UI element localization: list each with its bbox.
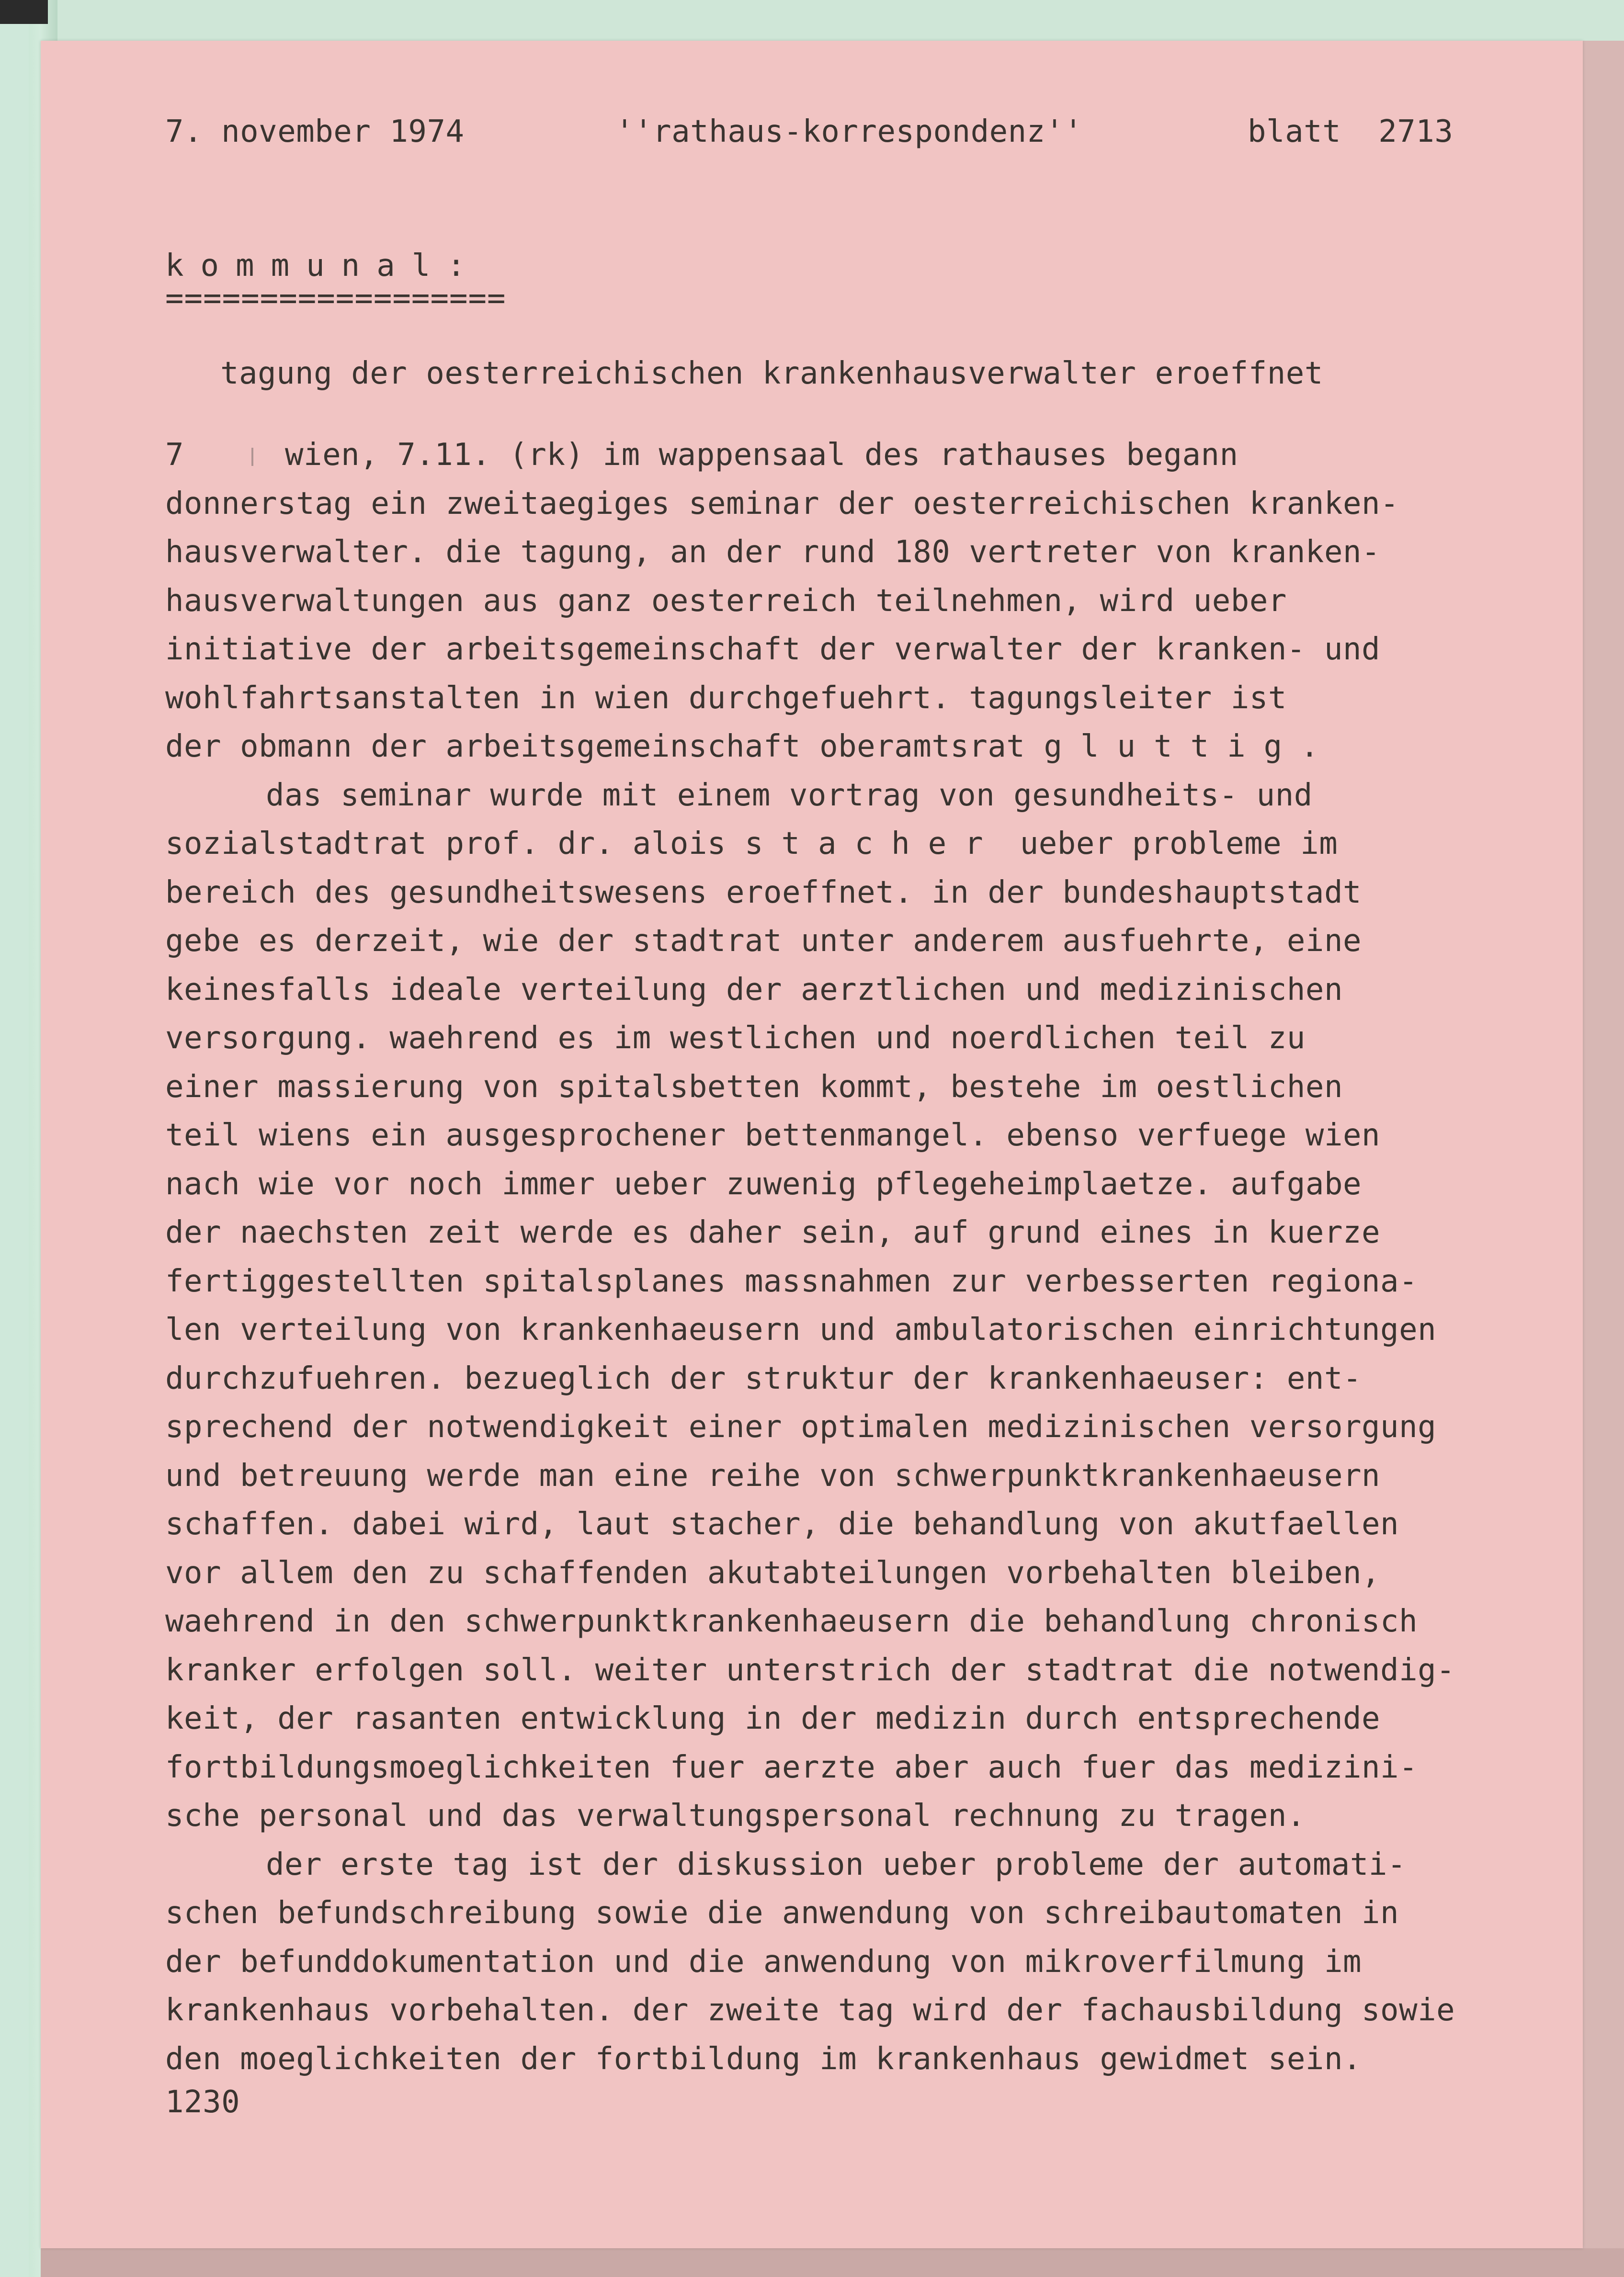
body-line <box>165 1986 1554 2035</box>
body-line-text: wien, 7.11. (rk) im wappensaal des rathauses begann <box>285 437 1238 473</box>
body-line <box>165 1355 1554 1404</box>
body-line-text: den moeglichkeiten der fortbildung im krankenhaus gewidmet sein. <box>165 2041 1362 2077</box>
body-line-text: versorgung. waehrend es im westlichen und noerdlichen teil zu <box>165 1020 1306 1056</box>
page-stack-edge-right <box>1583 41 1624 2277</box>
body-line-text: schaffen. dabei wird, laut stacher, die behandlung von akutfaellen <box>165 1507 1399 1542</box>
article-headline: tagung der oesterreichischen krankenhausverwalter eroeffnet <box>220 356 1323 391</box>
spaced-name: stacher <box>744 826 1001 861</box>
body-line <box>165 480 1554 529</box>
body-line-text: keinesfalls ideale verteilung der aerztlichen und medizinischen <box>165 972 1343 1008</box>
body-line <box>165 1306 1554 1355</box>
body-line-text: sche personal und das verwaltungspersonal rechnung zu tragen. <box>165 1798 1306 1834</box>
body-line-text: hausverwaltungen aus ganz oesterreich teilnehmen, wird ueber <box>165 583 1287 619</box>
body-line-text: der naechsten zeit werde es daher sein, auf grund eines in kuerze <box>165 1215 1381 1250</box>
body-line-text: initiative der arbeitsgemeinschaft der verwalter der kranken- und <box>165 632 1381 667</box>
body-line <box>165 1938 1554 1987</box>
body-line <box>165 1646 1554 1695</box>
body-line <box>165 625 1554 674</box>
section-underline: ================== <box>165 281 506 316</box>
body-line <box>165 1257 1554 1306</box>
body-line-text: vor allem den zu schaffenden akutabteilungen vorbehalten bleiben, <box>165 1555 1381 1591</box>
body-line <box>165 2035 1554 2084</box>
body-line-text: bereich des gesundheitswesens eroeffnet. in der bundeshauptstadt <box>165 874 1362 910</box>
body-line-text: donnerstag ein zweitaegiges seminar der oesterreichischen kranken- <box>165 486 1399 521</box>
body-line <box>165 1500 1554 1549</box>
body-line <box>165 577 1554 626</box>
body-line-text: und betreuung werde man eine reihe von schwerpunktkrankenhaeusern <box>165 1458 1381 1494</box>
body-line-text: einer massierung von spitalsbetten kommt, bestehe im oestlichen <box>165 1069 1343 1105</box>
body-line-text: hausverwalter. die tagung, an der rund 180 vertreter von kranken- <box>165 534 1381 570</box>
body-line-text-after: ueber probleme im <box>1001 826 1338 861</box>
body-line-text: wohlfahrtsanstalten in wien durchgefuehrt. tagungsleiter ist <box>165 680 1287 716</box>
header-publication-title: ''rathaus-korrespondenz'' <box>615 114 1083 149</box>
body-line <box>165 1549 1554 1598</box>
body-line-text: krankenhaus vorbehalten. der zweite tag wird der fachausbildung sowie <box>165 1993 1455 2028</box>
body-line-text: teil wiens ein ausgesprochener bettenmangel. ebenso verfuege wien <box>165 1118 1381 1153</box>
body-line <box>165 1063 1554 1112</box>
body-line-text: waehrend in den schwerpunktkrankenhaeusern die behandlung chronisch <box>165 1604 1418 1639</box>
body-line <box>165 1889 1554 1938</box>
body-line <box>165 674 1554 723</box>
page-stack-edge-bottom <box>41 2248 1624 2277</box>
body-line <box>165 820 1554 869</box>
body-line <box>165 1792 1554 1841</box>
body-line <box>165 966 1554 1015</box>
body-line <box>165 869 1554 918</box>
body-line <box>165 1403 1554 1452</box>
body-line <box>165 1597 1554 1646</box>
body-line-text: gebe es derzeit, wie der stadtrat unter anderem ausfuehrte, eine <box>165 923 1362 959</box>
body-line-text: durchzufuehren. bezueglich der struktur der krankenhaeuser: ent- <box>165 1360 1362 1396</box>
body-line <box>165 1111 1554 1160</box>
article-body <box>165 431 1554 2084</box>
body-line <box>165 723 1554 771</box>
body-line <box>165 771 1554 820</box>
body-line-text: fortbildungsmoeglichkeiten fuer aerzte aber auch fuer das medizini- <box>165 1749 1418 1785</box>
binding-corner <box>0 0 48 24</box>
body-line-text: der erste tag ist der diskussion ueber probleme der automati- <box>266 1847 1406 1882</box>
footer-number: 1230 <box>165 2084 240 2120</box>
header-date: 7. november 1974 <box>165 114 465 149</box>
body-line-text: das seminar wurde mit einem vortrag von gesundheits- und <box>266 777 1313 813</box>
body-line <box>165 1160 1554 1209</box>
body-line-text: der befunddokumentation und die anwendung von mikroverfilmung im <box>165 1944 1362 1980</box>
body-line-text: fertiggestellten spitalsplanes massnahmen zur verbesserten regiona- <box>165 1263 1418 1299</box>
body-line <box>165 1744 1554 1792</box>
body-line-text: nach wie vor noch immer ueber zuwenig pflegeheimplaetze. aufgabe <box>165 1166 1362 1202</box>
body-line-text: keit, der rasanten entwicklung in der medizin durch entsprechende <box>165 1701 1381 1736</box>
body-line-text: der obmann der arbeitsgemeinschaft oberamtsrat <box>165 729 1044 764</box>
header-sheet-number: blatt 2713 <box>1248 114 1454 149</box>
section-label: kommunal: <box>165 248 482 283</box>
body-line <box>165 1841 1554 1890</box>
story-number: 7 <box>165 437 184 473</box>
body-line-text: sprechend der notwendigkeit einer optimalen medizinischen versorgung <box>165 1409 1437 1445</box>
body-line <box>165 1695 1554 1744</box>
spaced-name: gluttig. <box>1044 729 1337 764</box>
body-line <box>165 1452 1554 1501</box>
body-line <box>165 917 1554 966</box>
body-line <box>165 1014 1554 1063</box>
binding-edge <box>0 0 29 2277</box>
body-line-text: sozialstadtrat prof. dr. alois <box>165 826 745 861</box>
body-line-text: len verteilung von krankenhaeusern und ambulatorischen einrichtungen <box>165 1312 1437 1348</box>
body-line-text: schen befundschreibung sowie die anwendung von schreibautomaten in <box>165 1895 1399 1931</box>
body-line <box>165 528 1554 577</box>
body-line <box>165 1209 1554 1257</box>
body-line <box>165 431 1554 480</box>
body-line-text: kranker erfolgen soll. weiter unterstrich der stadtrat die notwendig- <box>165 1652 1455 1688</box>
